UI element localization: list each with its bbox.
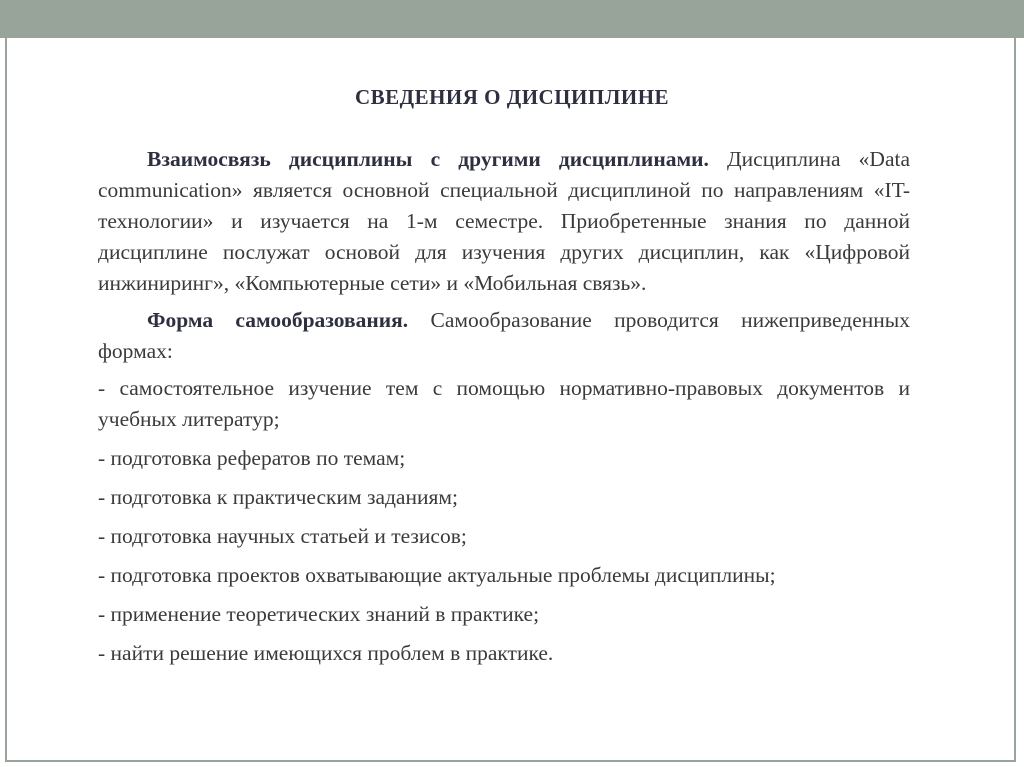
interrelation-paragraph <box>98 144 910 299</box>
interrelation-heading: Взаимосвязь дисциплины с другими дисциплинами. <box>147 147 709 171</box>
interrelation-text: Дисциплина «Data communication» является основной специальной дисциплиной по направлениям «IT-технологии» и изучается на 1-м семестре. Приобретенные знания по данной дисциплине послужат основой для изучения других дисциплин, как «Цифровой инжиниринг», «Компьютерные сети» и «Мобильная связь». <box>98 147 910 295</box>
slide-top-bar <box>0 0 1024 38</box>
list-item: - подготовка научных статьей и тезисов; <box>98 524 467 548</box>
list-item: - подготовка рефератов по темам; <box>98 446 406 470</box>
slide-content <box>98 144 910 677</box>
self-education-heading: Форма самообразования. <box>147 308 409 332</box>
list-item: - применение теоретических знаний в практике; <box>98 602 540 626</box>
list-item: - подготовка к практическим заданиям; <box>98 485 458 509</box>
list-item: - найти решение имеющихся проблем в практике. <box>98 641 554 665</box>
slide-title: СВЕДЕНИЯ О ДИСЦИПЛИНЕ <box>354 85 670 109</box>
self-education-forms-list <box>98 373 910 669</box>
self-education-text: Самообразование проводится нижеприведенных формах: <box>98 308 910 363</box>
list-item: - самостоятельное изучение тем с помощью нормативно-правовых документов и учебных литератур; <box>98 376 910 431</box>
list-item: - подготовка проектов охватывающие актуальные проблемы дисциплины; <box>98 563 776 587</box>
self-education-paragraph <box>98 305 910 367</box>
